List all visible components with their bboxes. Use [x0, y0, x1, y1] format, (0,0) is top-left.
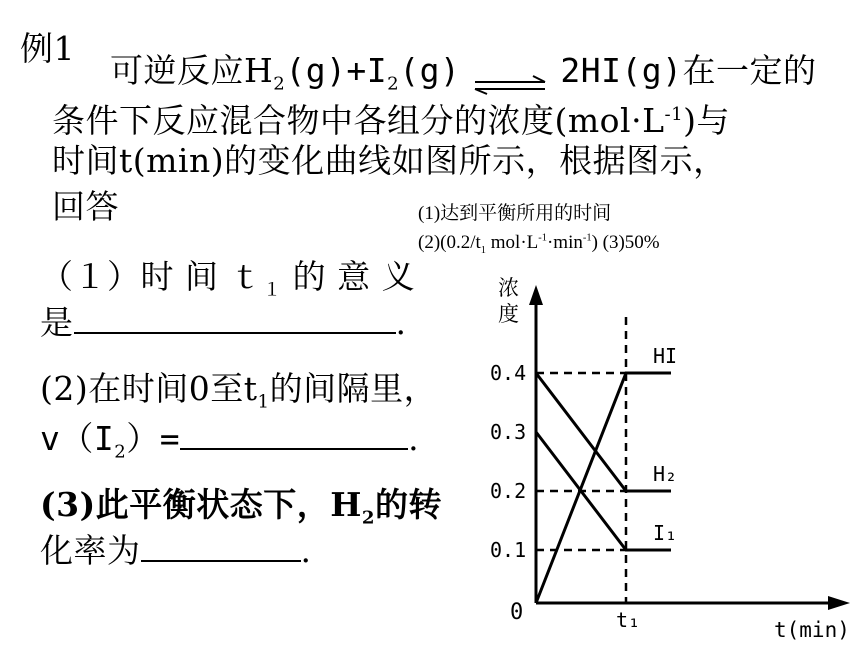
- concentration-time-chart: [478, 275, 860, 645]
- y-tick-label-1: 0.2: [490, 479, 527, 503]
- answer-1: (1)达到平衡所用的时间: [418, 203, 612, 224]
- series-label-2: I₁: [653, 521, 678, 545]
- answer-blank-2[interactable]: [180, 420, 408, 450]
- origin-label: 0: [510, 600, 524, 625]
- answer-2-3: $(2)(0.2/t_1$ $mol\cdot L^{-1}\cdot\min^{-1}$) (3)50%: [418, 232, 660, 256]
- series-label-0: HI: [653, 344, 678, 368]
- problem-line-3: 时间t(min)的变化曲线如图所示，根据图示，: [52, 141, 727, 180]
- x-axis-arrow-icon: [828, 596, 850, 610]
- y-tick-label-0: 0.1: [490, 538, 527, 562]
- equilibrium-arrow-icon: [471, 63, 549, 83]
- question-2-line-2: $v(I_2)=$ .: [40, 419, 420, 463]
- y-tick-label-2: 0.3: [490, 420, 527, 444]
- y-axis-arrow-icon: [529, 285, 543, 305]
- question-1-line-2: 是 .: [40, 303, 407, 342]
- y-axis-label-2: 度: [498, 302, 519, 326]
- question-3-line-2: 化率为 .: [40, 531, 312, 570]
- x-axis-label: t(min): [774, 618, 850, 642]
- question-2-line-1: (2)在时间0至$t_1$的间隔里，: [40, 369, 438, 413]
- problem-line-1: 可逆反应$H_2(g)+I_2(g)$ 2HI(g)在一定的: [110, 51, 817, 95]
- answer-blank-1[interactable]: [74, 304, 396, 334]
- problem-line-4: 回答: [52, 187, 119, 226]
- x-tick-label: t₁: [616, 608, 641, 632]
- question-3-line-1: (3)此平衡状态下，$H_2$的转: [40, 485, 442, 529]
- series-label-1: H₂: [653, 462, 678, 486]
- problem-line-2: 条件下反应混合物中各组分的浓度$(mol\cdot L^{-1})$与: [52, 101, 731, 140]
- example-label: 例1: [20, 29, 75, 68]
- y-axis-label-1: 浓: [498, 276, 519, 300]
- y-tick-label-3: 0.4: [490, 361, 527, 385]
- question-1-line-1: （１）时 间 ｔ$_1$ 的 意 义: [40, 257, 416, 301]
- answer-blank-3[interactable]: [141, 532, 301, 562]
- series-line-0: [536, 373, 671, 603]
